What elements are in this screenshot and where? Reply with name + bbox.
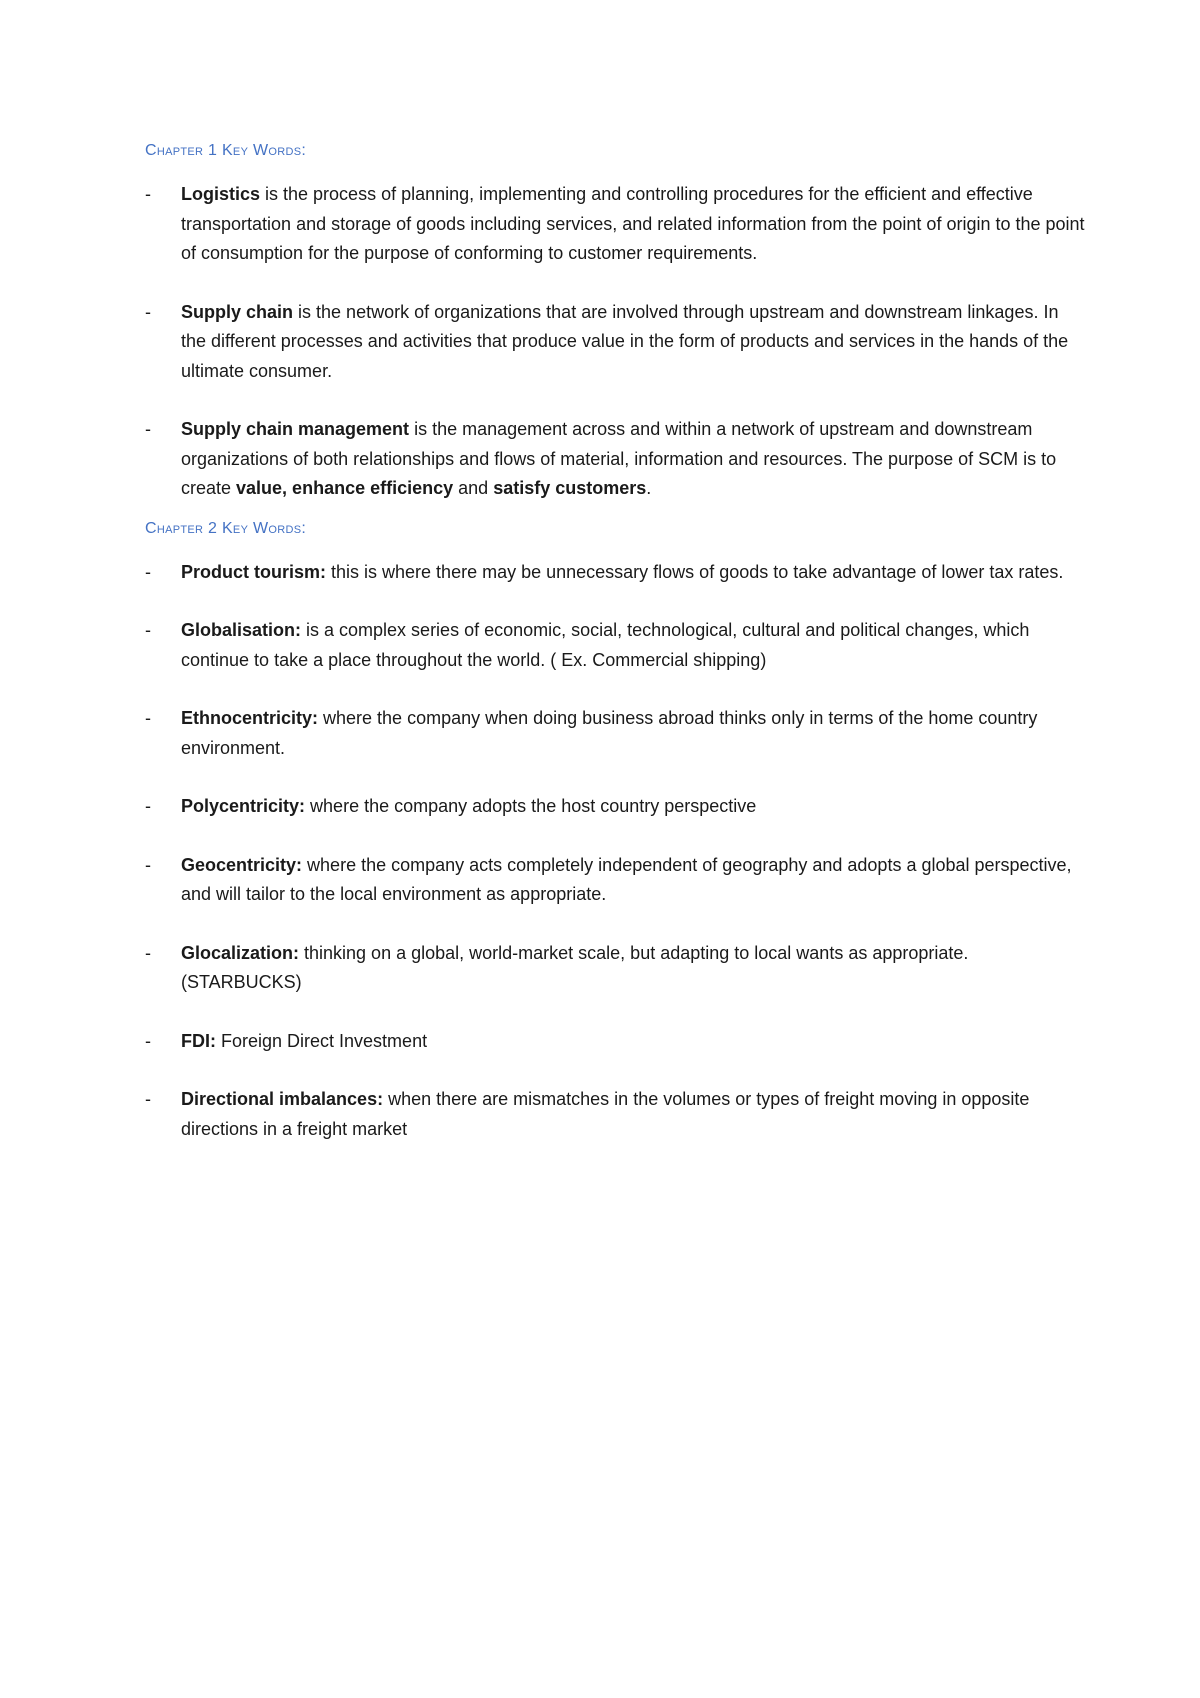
- definition-text: and: [453, 478, 494, 498]
- term-label: FDI:: [181, 1030, 216, 1051]
- definition-text: is the management across and within a network of upstream and downstream organizations of both relationships and flows of material, information and resources. The purpose of SCM is to create: [181, 419, 1057, 498]
- definition-text: thinking on a global, world-market scale, but adapting to local wants as appropriate. (STARBUCKS): [181, 942, 969, 992]
- term-label: Supply chain management: [181, 419, 410, 439]
- definition-text: where the company acts completely independent of geography and adopts a global perspective, and will tailor to the local environment as appropriate.: [181, 854, 1072, 904]
- definition-product-tourism: [145, 558, 1085, 588]
- list-dash: -: [145, 620, 151, 640]
- definition-polycentricity: [145, 792, 1085, 822]
- document-page: [145, 136, 1085, 1173]
- definition-text: is the network of organizations that are involved through upstream and downstream linkages. In the different processes and activities that produce value in the form of products and services in the hands of the ultimate consumer.: [181, 301, 1069, 381]
- definition-text: is a complex series of economic, social, technological, cultural and political changes, which continue to take a place throughout the world. ( Ex. Commercial shipping): [181, 620, 1030, 670]
- term-label: Geocentricity:: [181, 854, 303, 875]
- list-dash: -: [145, 184, 151, 204]
- list-dash: -: [145, 796, 151, 816]
- list-dash: -: [145, 942, 151, 963]
- definition-fdi: [145, 1027, 1085, 1057]
- definition-text: where the company when doing business abroad thinks only in terms of the home country environment.: [181, 708, 1038, 758]
- definition-glocalization: [145, 939, 1085, 998]
- chapter-1-heading: Chapter 1 Key Words:: [145, 142, 307, 159]
- definition-supply-chain: [145, 298, 1085, 387]
- definition-globalisation: [145, 616, 1085, 675]
- emphasis-text: satisfy customers: [493, 478, 647, 498]
- definition-text: when there are mismatches in the volumes or types of freight moving in opposite directions in a freight market: [181, 1089, 1030, 1139]
- term-label: Glocalization:: [181, 942, 300, 963]
- term-label: Product tourism:: [181, 561, 327, 582]
- definition-directional-imbalances: [145, 1085, 1085, 1144]
- term-label: Logistics: [181, 184, 261, 204]
- list-dash: -: [145, 301, 151, 322]
- definition-text: is the process of planning, implementing and controlling procedures for the efficient and effective transportation and storage of goods including services, and related information from the point of origin to the point of consumption for the purpose of conforming to customer requirements.: [181, 184, 1085, 263]
- definition-text: .: [646, 478, 652, 498]
- list-dash: -: [145, 854, 151, 875]
- list-dash: -: [145, 419, 151, 439]
- definition-text: where the company adopts the host country perspective: [305, 796, 757, 816]
- definition-supply-chain-management: [145, 415, 1085, 504]
- definition-text: Foreign Direct Investment: [216, 1030, 428, 1051]
- definition-geocentricity: [145, 851, 1085, 910]
- list-dash: -: [145, 561, 151, 582]
- term-label: Supply chain: [181, 301, 294, 322]
- definition-logistics: [145, 180, 1085, 269]
- chapter-2-heading: Chapter 2 Key Words:: [145, 519, 307, 537]
- term-label: Polycentricity:: [181, 796, 306, 816]
- emphasis-text: value, enhance efficiency: [236, 478, 454, 498]
- definition-text: this is where there may be unnecessary flows of goods to take advantage of lower tax rates.: [326, 561, 1064, 582]
- list-dash: -: [145, 1089, 151, 1109]
- term-label: Globalisation:: [181, 620, 302, 640]
- term-label: Ethnocentricity:: [181, 708, 319, 728]
- list-dash: -: [145, 708, 151, 728]
- term-label: Directional imbalances:: [181, 1089, 384, 1109]
- definition-ethnocentricity: [145, 704, 1085, 763]
- list-dash: -: [145, 1030, 151, 1051]
